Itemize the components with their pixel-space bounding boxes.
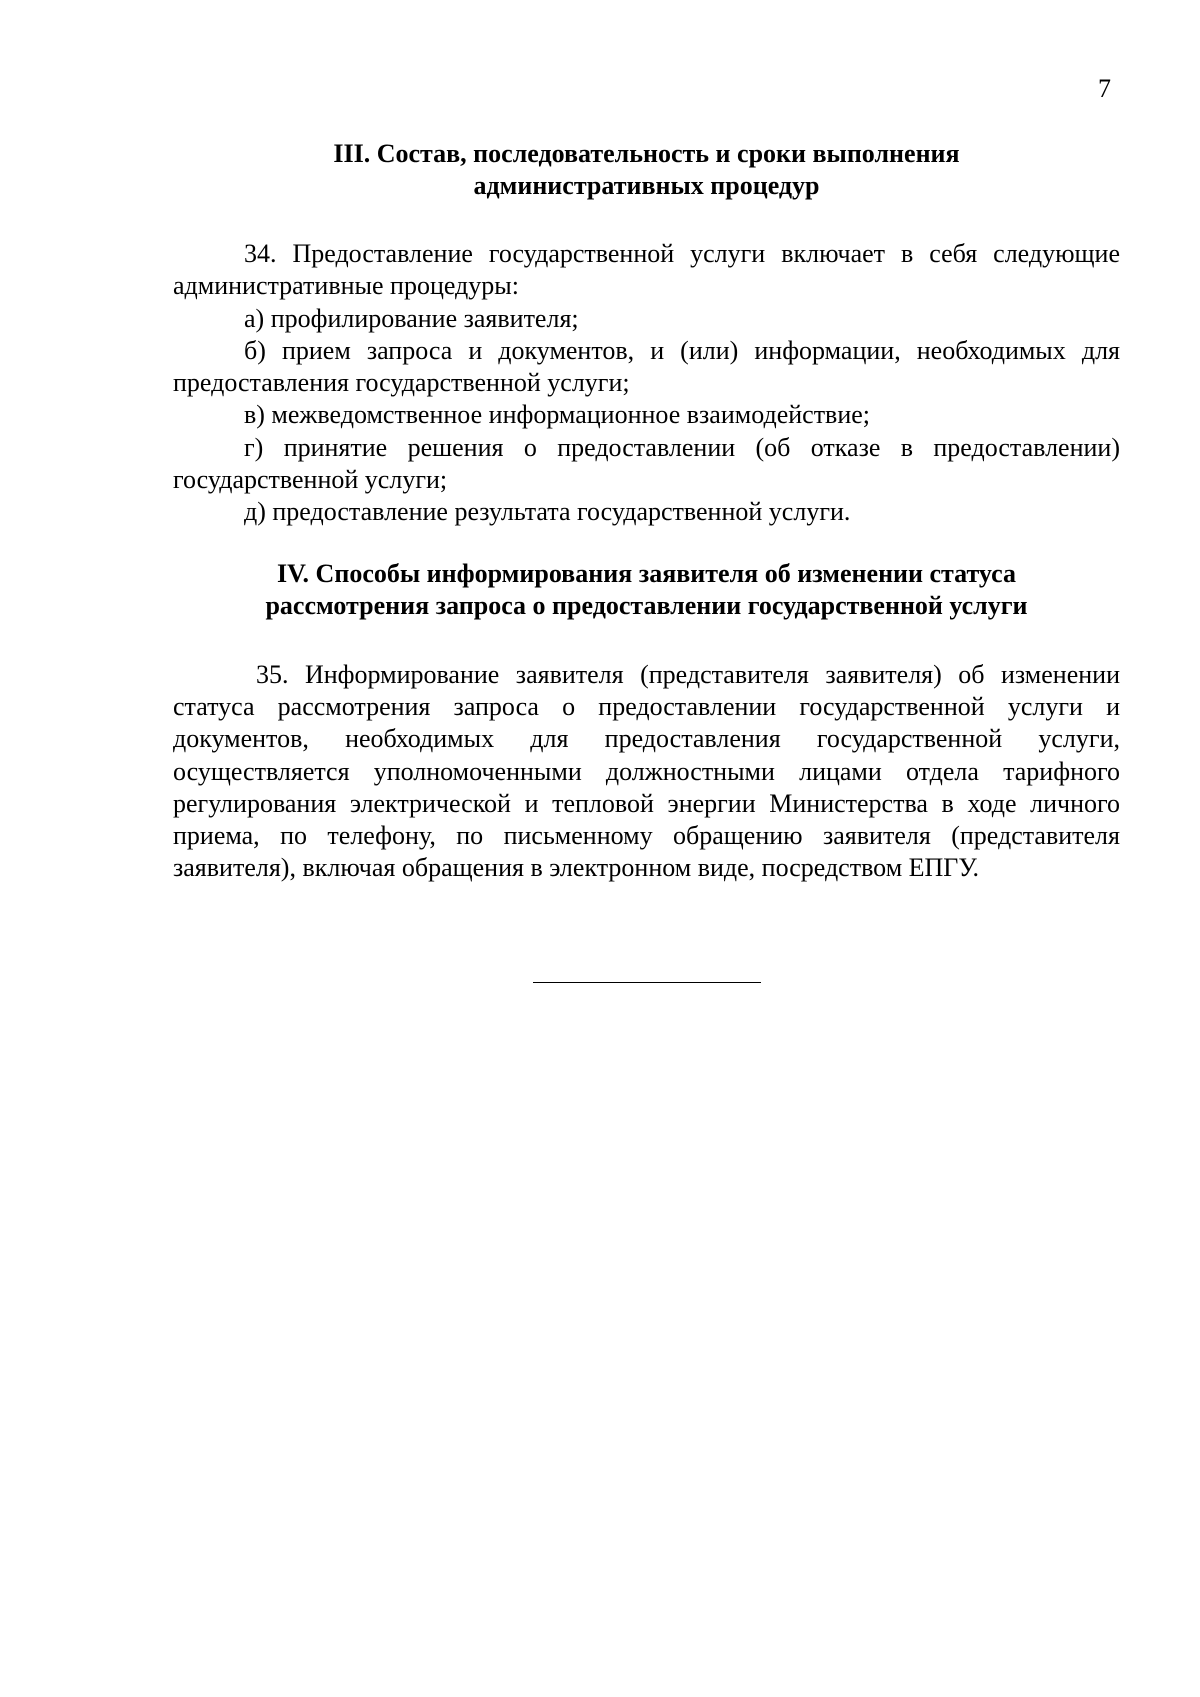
document-body (173, 138, 1120, 885)
list-item-g: г) принятие решения о предоставлении (об отказе в предоставлении) государственной услуги; (173, 432, 1120, 495)
list-item-b: б) прием запроса и документов, и (или) информации, необходимых для предоставления государственной услуги; (173, 335, 1120, 398)
list-item-d: д) предоставление результата государственной услуги. (244, 497, 851, 527)
section-4-heading-line-1: IV. Способы информирования заявителя об изменении статуса (277, 558, 1016, 588)
paragraph-34: 34. Предоставление государственной услуги включает в себя следующие административные процедуры: (173, 239, 1120, 301)
section-4-heading (173, 558, 1120, 622)
paragraph-35: 35. Информирование заявителя (представителя заявителя) об изменении статуса рассмотрения запроса о предоставлении государственной услуги и документов, необходимых для предоставления государственной услуги, осуществляется уполномоченными должностными лицами отдела тарифного регулирования электрической и тепловой энергии Министерства в ходе личного приема, по телефону, по письменному обращению заявителя (представителя заявителя), включая обращения в электронном виде, посредством ЕПГУ. (173, 659, 1120, 883)
section-3-heading-line-1: III. Состав, последовательность и сроки выполнения (333, 139, 960, 168)
list-item-a: а) профилирование заявителя; (244, 303, 579, 333)
section-3-heading-line-2: административных процедур (473, 171, 820, 200)
end-separator-line (533, 982, 761, 983)
page-number: 7 (1098, 74, 1111, 103)
section-3-heading (173, 138, 1120, 202)
list-item-v: в) межведомственное информационное взаимодействие; (244, 400, 871, 430)
section-4-heading-line-2: рассмотрения запроса о предоставлении государственной услуги (265, 590, 1028, 620)
